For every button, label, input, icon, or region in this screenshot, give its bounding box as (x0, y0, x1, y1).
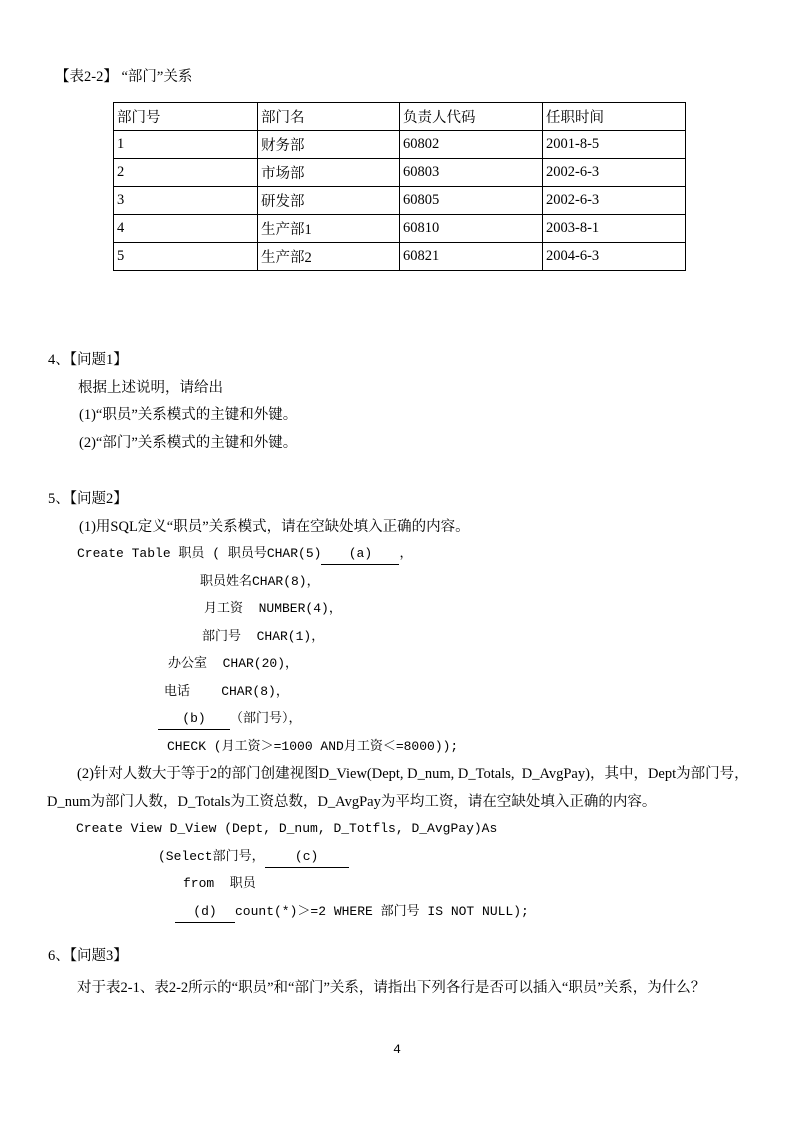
sql-create-view-line1: Create View D_View (Dept, D_num, D_Totfls, D_AvgPay)As (76, 821, 498, 836)
sql-create-table-line7 (158, 709, 302, 730)
table-row (114, 215, 686, 243)
sql-text: (Select部门号， (158, 849, 265, 864)
table-cell: 2002-6-3 (543, 187, 686, 215)
sql-create-table-line8: CHECK (月工资＞=1000 AND月工资＜=8000)); (167, 739, 459, 754)
table-cell: 60802 (400, 131, 543, 159)
sql-text: count(*)＞=2 WHERE 部门号 IS NOT NULL); (235, 904, 529, 919)
table-cell: 市场部 (258, 159, 400, 187)
sql-create-table-line2: 职员姓名CHAR(8)， (200, 574, 320, 589)
question1-heading: 4、【问题1】 (48, 352, 128, 368)
question2-part1-intro: (1)用SQL定义“职员”关系模式，请在空缺处填入正确的内容。 (79, 519, 470, 535)
sql-text: （部门号）， (230, 711, 302, 726)
column-header: 任职时间 (543, 103, 686, 131)
table-cell: 3 (114, 187, 258, 215)
table-cell: 研发部 (258, 187, 400, 215)
table-cell: 4 (114, 215, 258, 243)
column-header: 部门号 (114, 103, 258, 131)
table-cell: 2002-6-3 (543, 159, 686, 187)
department-table (113, 102, 686, 271)
table-row (114, 243, 686, 271)
column-header: 部门名 (258, 103, 400, 131)
table-2-2-caption: 【表2-2】 “部门”关系 (55, 69, 193, 85)
sql-text: Create Table 职员 ( 职员号CHAR(5) (77, 546, 322, 561)
table-header-row (114, 103, 686, 131)
table-cell: 生产部1 (258, 215, 400, 243)
sql-create-view-line4 (175, 902, 529, 923)
table-cell: 生产部2 (258, 243, 400, 271)
table-cell: 2001-8-5 (543, 131, 686, 159)
table-cell: 60803 (400, 159, 543, 187)
sql-create-table-line4: 部门号 CHAR(1)， (202, 629, 325, 644)
table-cell: 2 (114, 159, 258, 187)
question1-item-2: (2)“部门”关系模式的主键和外键。 (79, 435, 298, 451)
question3-heading: 6、【问题3】 (48, 948, 128, 964)
fill-blank-d: (d) (175, 902, 235, 923)
table-row (114, 131, 686, 159)
table-row (114, 159, 686, 187)
table-cell: 5 (114, 243, 258, 271)
sql-create-table-line5: 办公室 CHAR(20)， (168, 656, 299, 671)
sql-create-table-line3: 月工资 NUMBER(4)， (204, 601, 342, 616)
question1-item-1: (1)“职员”关系模式的主键和外键。 (79, 407, 298, 423)
table-row (114, 187, 686, 215)
column-header: 负责人代码 (400, 103, 543, 131)
sql-create-view-line2 (158, 847, 349, 868)
fill-blank-b: (b) (158, 709, 230, 730)
question3-intro: 对于表2-1、表2-2所示的“职员”和“部门”关系，请指出下列各行是否可以插入“职员”关系，为什么？ (77, 980, 706, 996)
question2-part2-intro-line2: D_num为部门人数，D_Totals为工资总数，D_AvgPay为平均工资，请在空缺处填入正确的内容。 (47, 794, 657, 810)
table-cell: 2003-8-1 (543, 215, 686, 243)
table-cell: 60821 (400, 243, 543, 271)
fill-blank-c: (c) (265, 847, 349, 868)
question1-intro: 根据上述说明，请给出 (78, 380, 223, 396)
table-cell: 2004-6-3 (543, 243, 686, 271)
sql-text: ， (399, 546, 413, 561)
table-cell: 60810 (400, 215, 543, 243)
fill-blank-a: (a) (321, 544, 399, 565)
sql-create-table-line1 (77, 544, 412, 565)
sql-create-view-line3: from 职员 (183, 876, 256, 891)
table-cell: 财务部 (258, 131, 400, 159)
question2-heading: 5、【问题2】 (48, 491, 128, 507)
page-number: 4 (393, 1042, 401, 1057)
sql-create-table-line6: 电话 CHAR(8)， (164, 684, 289, 699)
table-cell: 60805 (400, 187, 543, 215)
table-cell: 1 (114, 131, 258, 159)
question2-part2-intro-line1: (2)针对人数大于等于2的部门创建视图D_View(Dept, D_num, D_Totals, D_AvgPay)，其中，Dept为部门号， (77, 766, 749, 782)
